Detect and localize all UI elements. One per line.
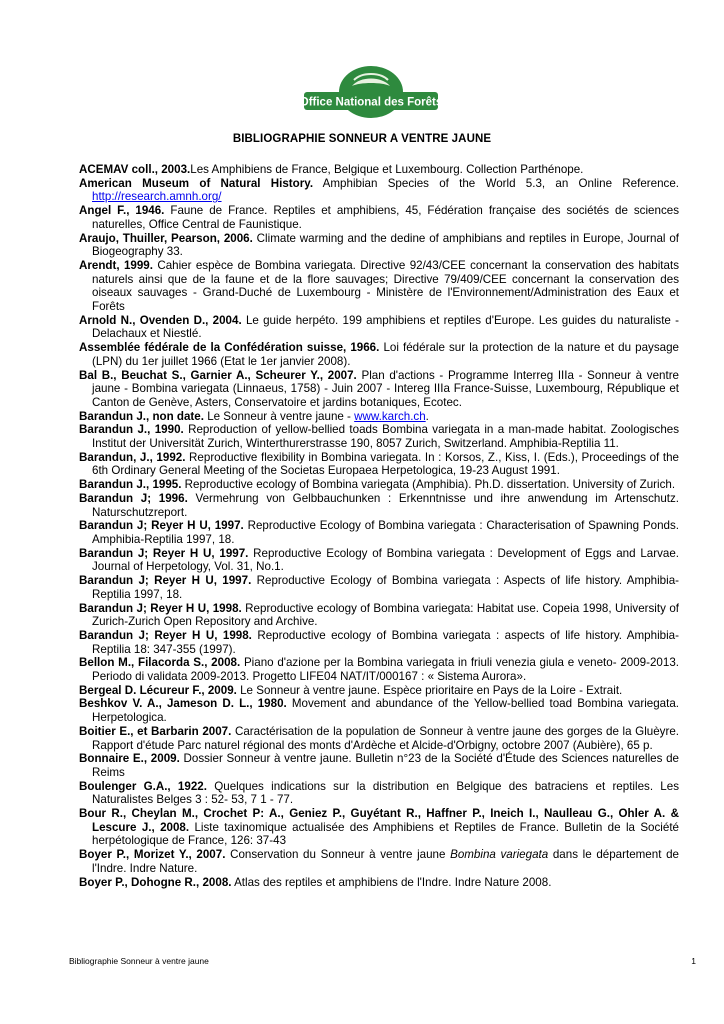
reference-text: Le Sonneur à ventre jaune - (203, 409, 355, 423)
footer-title: Bibliographie Sonneur à ventre jaune (69, 956, 209, 966)
reference-text: Le Sonneur à ventre jaune. Espèce prioritaire en Pays de la Loire - Extrait. (236, 683, 623, 697)
reference-entry (79, 204, 679, 231)
reference-text: Vermehrung von Gelbbauchunken : Erkenntnisse und ihre anwendung im Artenschutz. Naturschutzreport. (92, 491, 680, 519)
reference-text: Le guide herpéto. 199 amphibiens et reptiles d'Europe. Les guides du naturaliste - Delachaux et Niestlé. (92, 313, 679, 341)
reference-link[interactable]: http://research.amnh.org/ (92, 190, 222, 204)
reference-text: Cahier espèce de Bombina variegata. Directive 92/43/CEE concernant la conservation des habitats naturels ainsi que de la faune et de la flore sauvages; Directive 79/409/CEE concernant la conservation des oiseaux sauvages - Grand-Duché de Luxembourg - Ministère de l'Environnement/Administration des Eaux et Forêts (92, 258, 679, 314)
reference-entry (79, 492, 679, 519)
reference-text: Loi fédérale sur la protection de la nature et du paysage (LPN) du 1er juillet 1966 (Etat le 1er janvier 2008). (92, 341, 679, 368)
reference-author: Barandun J; Reyer H U, 1997. (79, 546, 249, 560)
reference-author: ACEMAV coll., 2003. (79, 163, 191, 176)
reference-text: Reproductive Ecology of Bombina variegata : Characterisation of Spawning Ponds. Amphibia-Reptilia 1997, 18. (92, 519, 679, 546)
reference-author: Barandun J; Reyer H U, 1998. (79, 628, 252, 642)
reference-author: Bergeal D. Lécureur F., 2009. (79, 683, 237, 697)
reference-text: Atlas des reptiles et amphibiens de l'Indre. Indre Nature 2008. (231, 875, 552, 889)
reference-entry (79, 629, 679, 656)
reference-text: Les Amphibiens de France, Belgique et Luxembourg. Collection Parthénope. (190, 163, 584, 176)
reference-text-end: . (425, 409, 429, 423)
reference-author: Bellon M., Filacorda S., 2008. (79, 656, 241, 670)
reference-entry (79, 423, 679, 450)
reference-text: Reproductive ecology of Bombina variegata (Amphibia). Ph.D. dissertation. University of Zurich. (181, 478, 676, 492)
reference-entry (79, 602, 679, 629)
reference-text: Faune de France. Reptiles et amphibiens, 45, Fédération française des sociétés de sciences naturelles, Office Central de Faunistique. (92, 204, 679, 231)
reference-text: Reproductive ecology of Bombina variegata: Habitat use. Copeia 1998, University of Zurich-Zurich Open Repository and Archive. (92, 601, 679, 629)
reference-author: Assemblée fédérale de la Confédération suisse, 1966. (79, 341, 380, 355)
reference-author: Boyer P., Morizet Y., 2007. (79, 848, 226, 862)
reference-entry (79, 684, 679, 698)
reference-italic: Bombina variegata (450, 848, 549, 862)
page-footer (69, 956, 696, 966)
reference-author: Barandun, J., 1992. (79, 450, 186, 464)
reference-text: Reproductive flexibility in Bombina variegata. In : Korsos, Z., Kiss, I. (Eds.), Proceedings of the 6th Ordinary General Meeting of the Societas Europaea Herpetologica, 19-23 August 1991. (92, 450, 679, 478)
reference-entry (79, 259, 679, 314)
reference-author: Angel F., 1946. (79, 204, 165, 218)
reference-text: Reproductive Ecology of Bombina variegata : Development of Eggs and Larvae. Journal of Herpetology, Vol. 31, No.1. (92, 546, 679, 574)
reference-entry (79, 574, 679, 601)
reference-entry (79, 876, 679, 890)
reference-text: Quelques indications sur la distribution en Belgique des batraciens et reptiles. Les Naturalistes Belges 3 : 52- 53, 7 1 - 77. (92, 779, 680, 807)
reference-entry (79, 163, 679, 177)
reference-entry (79, 177, 679, 204)
page-number: 1 (691, 956, 696, 966)
reference-entry (79, 547, 679, 574)
reference-author: Barandun J; Reyer H U, 1997. (79, 519, 244, 533)
reference-entry (79, 314, 679, 341)
reference-entry (79, 780, 679, 807)
reference-link[interactable]: www.karch.ch (354, 409, 426, 423)
reference-entry (79, 232, 679, 259)
reference-entry (79, 451, 679, 478)
reference-text: Caractérisation de la population de Sonneur à ventre jaune des gorges de la Gluèyre. Rapport d'étude Parc naturel régional des monts d'Ardèche et Alcide-d'Orbigny, octobre 2007 (Aubière), 65 p. (92, 724, 680, 752)
reference-text: Plan d'actions - Programme Interreg IIIa - Sonneur à ventre jaune - Bombina variegata (Linnaeus, 1758) - Juin 2007 - Intereg IIIa France-Suisse, Luxembourg, République et Canton de Genève, Asters, Conservatoire et jardins botaniques, Ecotec. (92, 368, 680, 409)
reference-text: Reproduction of yellow-bellied toads Bombina variegata in a man-made habitat. Zoologisches Institut der Universität Zurich, Winterthurerstrasse 190, 8057 Zurich, Switzerland. Amphibia-Reptilia 11. (92, 423, 680, 451)
reference-text: Piano d'azione per la Bombina variegata in friuli venezia giula e veneto- 2009-2013. Periodo di validata 2009-2013. Progetto LIFE04 NAT/IT/000167 : « Sistema Aurora». (92, 656, 679, 684)
reference-text: Dossier Sonneur à ventre jaune. Bulletin n°23 de la Société d'Étude des Sciences naturelles de Reims (92, 752, 679, 779)
reference-author: Barandun J; Reyer H U, 1997. (79, 574, 252, 588)
reference-author: Barandun J; Reyer H U, 1998. (79, 601, 242, 615)
reference-entry (79, 369, 679, 410)
reference-list (79, 163, 679, 889)
reference-author: American Museum of Natural History. (79, 176, 314, 190)
reference-author: Arnold N., Ovenden D., 2004. (79, 313, 242, 327)
logo-text: Office National des Forêts (302, 96, 440, 109)
reference-author: Barandun J., 1995. (79, 478, 182, 492)
reference-author: Bal B., Beuchat S., Garnier A., Scheurer Y., 2007. (79, 368, 357, 382)
reference-text: Reproductive ecology of Bombina variegata : aspects of life history. Amphibia-Reptilia 18: 347-355 (1997). (92, 628, 679, 656)
reference-entry (79, 410, 679, 424)
reference-entry (79, 341, 679, 368)
reference-text: Climate warming and the dedine of amphibians and reptiles in Europe, Journal of Biogeography 33. (92, 231, 679, 259)
reference-author: Boyer P., Dohogne R., 2008. (79, 875, 232, 889)
reference-author: Araujo, Thuiller, Pearson, 2006. (79, 231, 253, 245)
reference-entry (79, 656, 679, 683)
reference-text: Movement and abundance of the Yellow-bellied toad Bombina variegata. Herpetologica. (92, 697, 679, 725)
onf-logo (302, 66, 440, 121)
reference-text: Conservation du Sonneur à ventre jaune (225, 848, 451, 862)
reference-text: Liste taxinomique actualisée des Amphibiens et Reptiles de France. Bulletin de la Société herpétologique de France, 126: 37-43 (92, 820, 679, 848)
reference-text: Reproductive Ecology of Bombina variegata : Aspects of life history. Amphibia-Reptilia 1997, 18. (92, 574, 680, 601)
reference-entry (79, 848, 679, 875)
page-title: BIBLIOGRAPHIE SONNEUR A VENTRE JAUNE (232, 133, 492, 145)
reference-author: Beshkov V. A., Jameson D. L., 1980. (79, 697, 287, 711)
reference-entry (79, 725, 679, 752)
reference-entry (79, 752, 679, 779)
reference-entry (79, 519, 679, 546)
reference-entry (79, 697, 679, 724)
reference-text: Amphibian Species of the World 5.3, an Online Reference. (313, 176, 679, 190)
reference-text-end: dans le département de l'Indre. Indre Nature. (92, 848, 679, 875)
reference-author: Barandun J., 1990. (79, 423, 184, 437)
reference-author: Bonnaire E., 2009. (79, 752, 180, 766)
reference-entry (79, 807, 679, 848)
reference-author: Boitier E., et Barbarin 2007. (79, 724, 232, 738)
reference-entry (79, 478, 679, 492)
reference-author: Barandun J., non date. (79, 409, 204, 423)
reference-author: Barandun J; 1996. (79, 491, 188, 505)
reference-author: Boulenger G.A., 1922. (79, 779, 207, 793)
reference-author: Arendt, 1999. (79, 258, 153, 272)
reference-author: Bour R., Cheylan M., Crochet P: A., Geniez P., Guyétant R., Haffner P., Ineich I., Naulleau G., Ohler A. & Lescure J., 2008. (79, 807, 679, 834)
